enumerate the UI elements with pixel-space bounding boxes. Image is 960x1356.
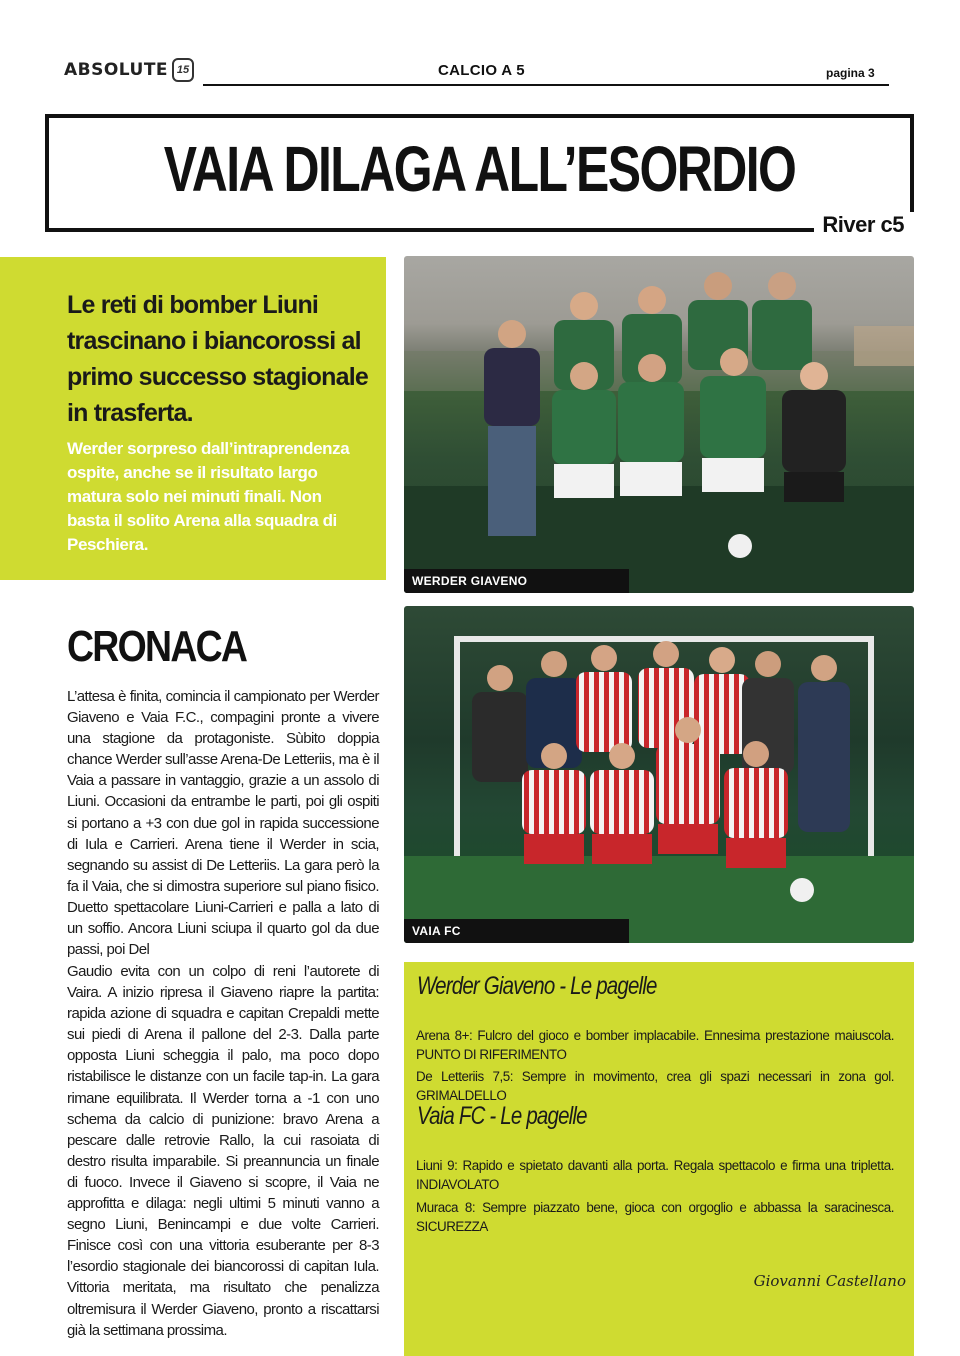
article-column-1: L’attesa è finita, comincia il campionato per Werder Giaveno e Vaia F.C., compagini pronte a vivere una stagione da protagoniste. Sùbito doppia chance Werder sull’asse Arena-De Letteriis, ma è il Vaia a passare in vantaggio, grazie a un assolo di Liuni. Occasioni da entrambe le parti, poi gli ospiti si portano a +3 con due gol in rapida successione di Iula e Carrieri. Arena tiene il Werder in scia, segnando su assist di De Letteriis. La gara però la fa il Vaia, che si dimostra superiore sul piano fisico. Duetto spettacolare Liuni-Carrieri e palla a lato di un soffio. Ancora Liuni sciupa il quarto gol da due passi, poi Del bbox=[67, 688, 379, 959]
photo-caption-werder: WERDER GIAVENO bbox=[404, 569, 629, 593]
team-photo-werder-giaveno bbox=[404, 256, 914, 593]
author-signature: Giovanni Castellano bbox=[753, 1272, 906, 1290]
logo-text: ABSOLUTE bbox=[64, 60, 169, 80]
rating-item: Liuni 9: Rapido e spietato davanti alla porta. Regala spettacolo e firma una tripletta. INDIAVOLATO bbox=[416, 1158, 894, 1192]
article-column-2: Gaudio evita con un colpo di reni l’autorete di Vaira. A inizio ripresa il Giaveno riapre la partita: rapida azione di squadra e capitan Crepaldi mette sui piedi di Arena il pallone del 2-3. Dalla parte opposta Liuni scheggia il palo, ma poco dopo ristabilisce le distanze con un facile tap-in. La gara rimane equilibrata. Il Werder torna a -1 con uno schema da calcio di punizione: bravo Arena a pescare dalle retrovie Rallo, la cui rasoiata di destro risulta imparabile. Si preannuncia un finale di fuoco. Invece il Giaveno si scopre, il Vaia ne approfitta e dilaga: negli ultimi 5 minuti vanno a segno Liuni, Benincampi e due volte Carrieri. Finisce così con una vittoria esuberante per 8-3 l’esordio stagionale dei biancorossi di capitan Iula. Vittoria meritata, ma risultato che penalizza oltremisura il Werder Giaveno, pronto a riscattarsi già la settimana prossima. bbox=[67, 963, 379, 1339]
article-heading: CRONACA bbox=[67, 622, 247, 671]
section-label: CALCIO A 5 bbox=[438, 62, 525, 79]
rating-item: De Letteriis 7,5: Sempre in movimento, crea gli spazi necessari in zona gol. GRIMALDELLO bbox=[416, 1069, 894, 1103]
header-divider bbox=[203, 84, 889, 86]
logo-badge: 15 bbox=[172, 58, 194, 82]
rating-item: Arena 8+: Fulcro del gioco e bomber implacabile. Ennesima prestazione maiuscola. PUNTO DI RIFERIMENTO bbox=[416, 1028, 894, 1062]
page-number: pagina 3 bbox=[826, 66, 875, 80]
headline-subtitle: River c5 bbox=[814, 212, 914, 238]
team-photo-vaia-fc bbox=[404, 606, 914, 943]
lead-box bbox=[0, 257, 386, 580]
rating-item: Muraca 8: Sempre piazzato bene, gioca con orgoglio e abbassa la saracinesca. SICUREZZA bbox=[416, 1200, 894, 1234]
ratings-box bbox=[404, 962, 914, 1356]
ratings-heading-vaia: Vaia FC - Le pagelle bbox=[417, 1102, 587, 1130]
headline-box bbox=[45, 114, 914, 237]
team-photo-vaia-illustration bbox=[404, 606, 914, 943]
photo-caption-vaia: VAIA FC bbox=[404, 919, 629, 943]
team-photo-werder-illustration bbox=[404, 256, 914, 593]
lead-body: Werder sorpreso dall’intraprendenza ospite, anche se il risultato largo matura solo nei minuti finali. Non basta il solito Arena alla squadra di Peschiera. bbox=[67, 439, 350, 554]
lead-title: Le reti di bomber Liuni trascinano i biancorossi al primo successo stagionale in trasferta. bbox=[67, 291, 368, 427]
magazine-logo bbox=[64, 55, 194, 85]
ratings-heading-werder: Werder Giaveno - Le pagelle bbox=[417, 972, 657, 1000]
headline: VAIA DILAGA ALL’ESORDIO bbox=[163, 133, 796, 205]
